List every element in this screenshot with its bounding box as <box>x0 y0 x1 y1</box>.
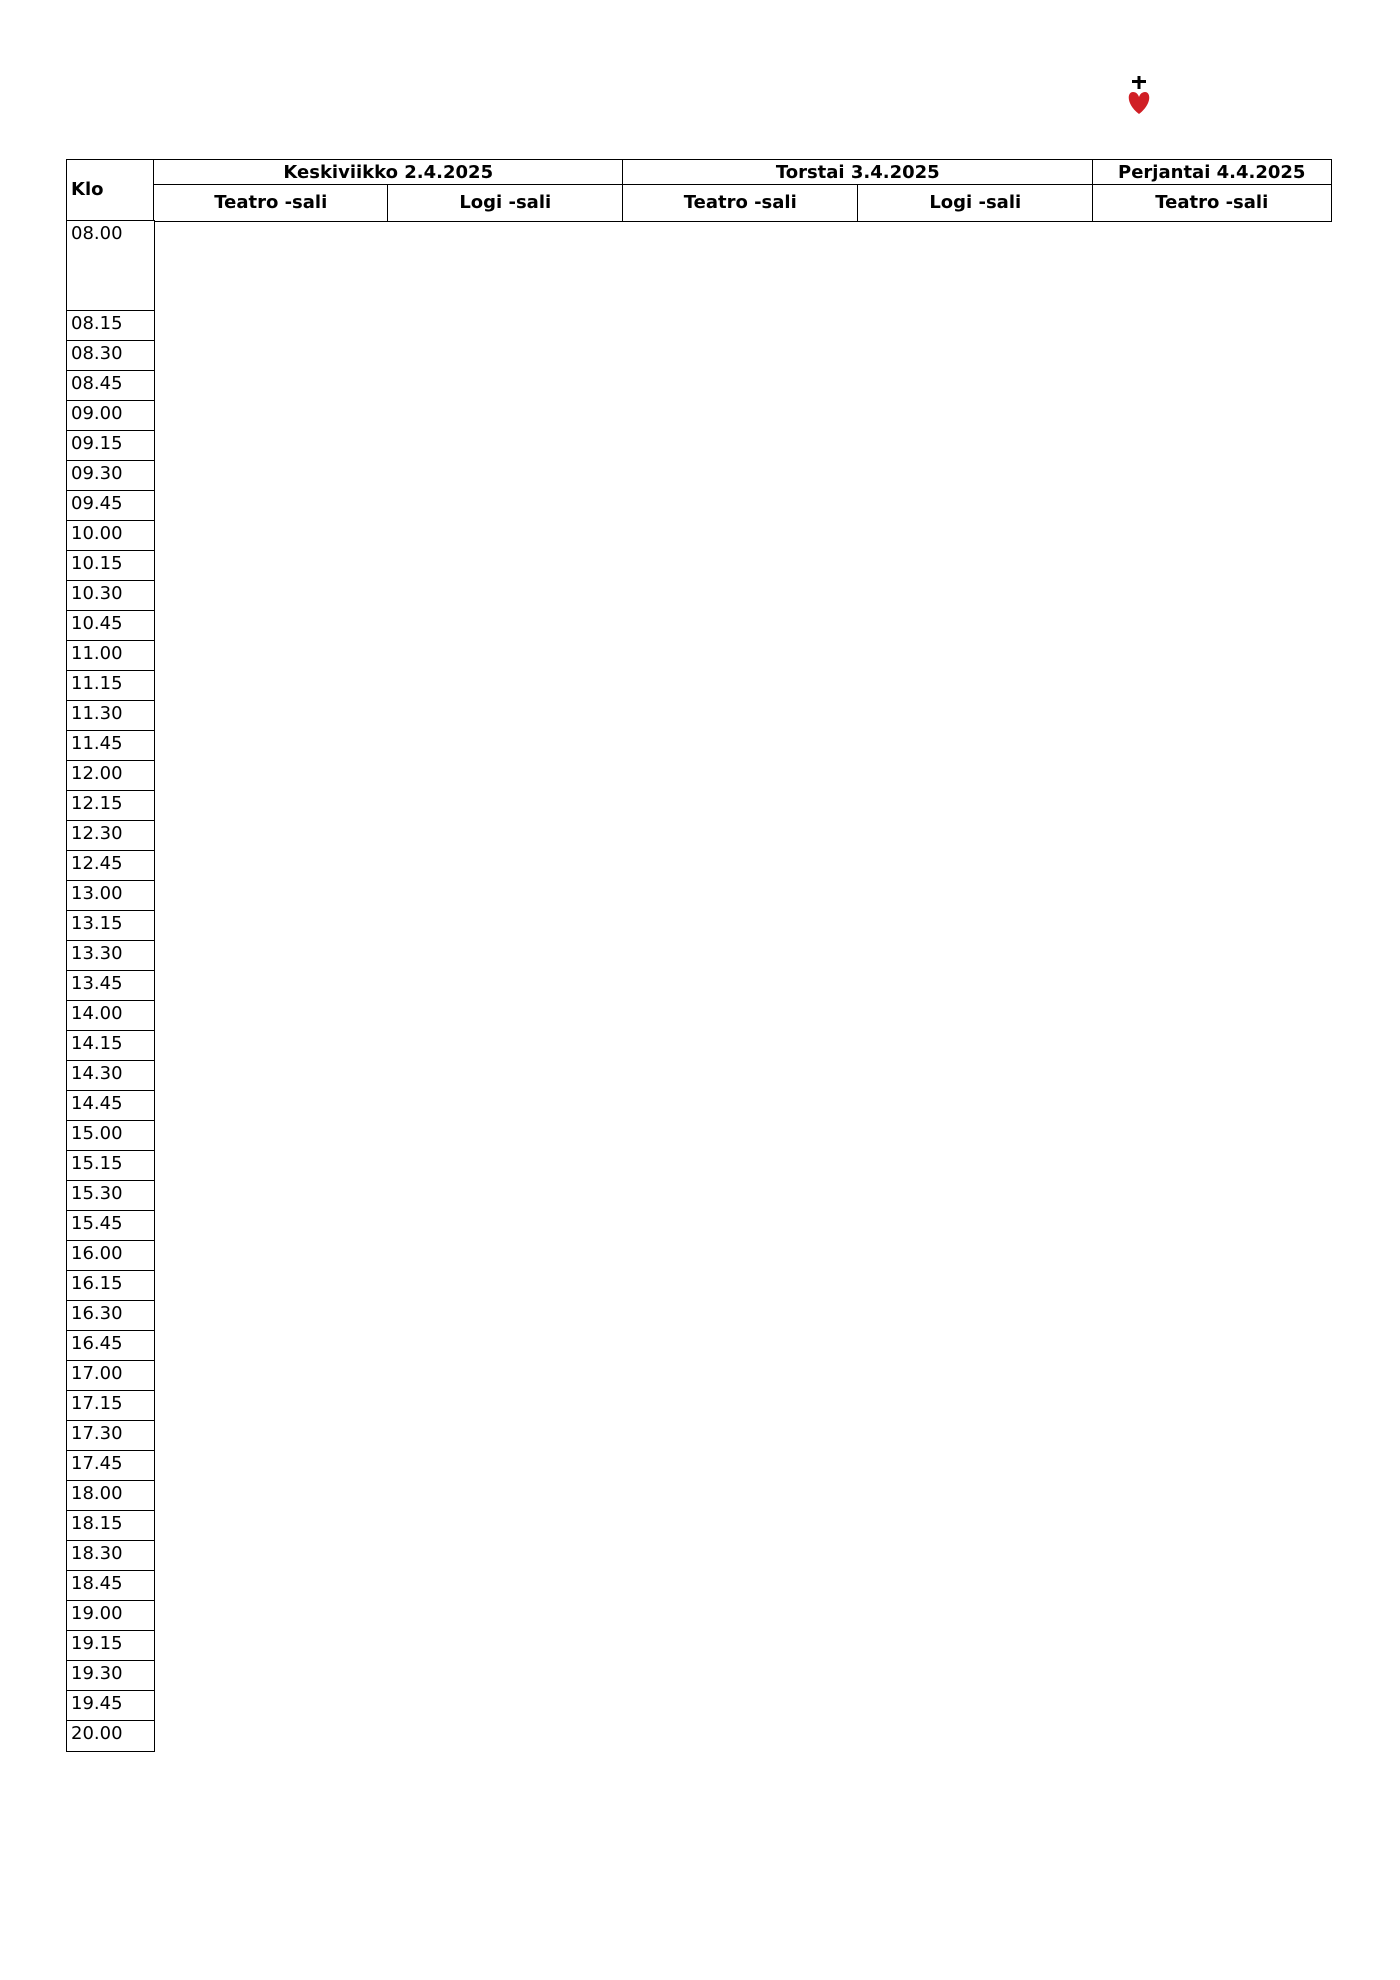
cell-text: 18.45 <box>71 1573 123 1594</box>
time-label <box>66 970 155 1002</box>
cell-text: 15.30 <box>71 1183 123 1204</box>
cell-text: 19.00 <box>71 1603 123 1624</box>
time-label <box>66 820 155 852</box>
time-label <box>66 1210 155 1242</box>
cell-text: 17.15 <box>71 1393 123 1414</box>
day-header <box>622 159 1094 186</box>
time-label <box>66 880 155 912</box>
time-label <box>66 1120 155 1152</box>
cell-text: 11.15 <box>71 673 123 694</box>
cell-text: 09.45 <box>71 493 123 514</box>
cell-text: 19.15 <box>71 1633 123 1654</box>
cell-text: 11.30 <box>71 703 123 724</box>
cell-text: 15.00 <box>71 1123 123 1144</box>
time-label <box>66 370 155 402</box>
cell-text: 08.45 <box>71 373 123 394</box>
cell-text: 17.45 <box>71 1453 123 1474</box>
room-header <box>153 184 389 222</box>
time-label <box>66 610 155 642</box>
time-label <box>66 1630 155 1662</box>
time-label <box>66 1150 155 1182</box>
cell-text: 14.45 <box>71 1093 123 1114</box>
time-label <box>66 1240 155 1272</box>
time-label <box>66 1030 155 1062</box>
cell-text: 09.30 <box>71 463 123 484</box>
cell-text: 13.30 <box>71 943 123 964</box>
cell-text: 16.00 <box>71 1243 123 1264</box>
cell-text: 14.00 <box>71 1003 123 1024</box>
time-label <box>66 1060 155 1092</box>
cell-text: 15.45 <box>71 1213 123 1234</box>
cell-text: 09.00 <box>71 403 123 424</box>
time-label <box>66 1300 155 1332</box>
room-header <box>387 184 624 222</box>
time-label <box>66 220 155 312</box>
time-label <box>66 640 155 672</box>
time-label <box>66 790 155 822</box>
time-label <box>66 1480 155 1512</box>
time-label <box>66 850 155 882</box>
time-label <box>66 700 155 732</box>
time-label <box>66 310 155 342</box>
day-header <box>153 159 624 186</box>
time-label <box>66 1540 155 1572</box>
time-label <box>66 1510 155 1542</box>
room-header <box>1092 184 1332 222</box>
cell-text: 17.00 <box>71 1363 123 1384</box>
time-label <box>66 1330 155 1362</box>
time-label <box>66 1660 155 1692</box>
cell-text: 19.30 <box>71 1663 123 1684</box>
time-label <box>66 550 155 582</box>
time-label <box>66 1450 155 1482</box>
cell-text: 15.15 <box>71 1153 123 1174</box>
cell-text: 10.15 <box>71 553 123 574</box>
cell-text: Logi -sali <box>929 192 1022 213</box>
cell-text: 10.45 <box>71 613 123 634</box>
time-label <box>66 340 155 372</box>
time-label <box>66 1180 155 1212</box>
time-label <box>66 430 155 462</box>
time-label <box>66 760 155 792</box>
time-label <box>66 940 155 972</box>
cell-text: 10.00 <box>71 523 123 544</box>
cell-text: 14.30 <box>71 1063 123 1084</box>
time-label <box>66 1420 155 1452</box>
time-label <box>66 1360 155 1392</box>
cell-text: 14.15 <box>71 1033 123 1054</box>
cell-text: 12.30 <box>71 823 123 844</box>
time-label <box>66 1600 155 1632</box>
time-label <box>66 1570 155 1602</box>
cell-text: 17.30 <box>71 1423 123 1444</box>
time-label <box>66 670 155 702</box>
time-column-header <box>66 159 155 222</box>
time-label <box>66 1270 155 1302</box>
cell-text: Perjantai 4.4.2025 <box>1118 161 1306 183</box>
cell-text: 16.45 <box>71 1333 123 1354</box>
cell-text: 08.15 <box>71 313 123 334</box>
cell-text: 12.00 <box>71 763 123 784</box>
cell-text: Teatro -sali <box>214 192 328 213</box>
cell-text: Keskiviikko 2.4.2025 <box>283 161 494 183</box>
time-label <box>66 730 155 762</box>
time-label <box>66 1000 155 1032</box>
cell-text: Torstai 3.4.2025 <box>775 161 940 183</box>
time-label <box>66 1090 155 1122</box>
time-label <box>66 1720 155 1752</box>
cell-text: 12.15 <box>71 793 123 814</box>
time-label <box>66 1690 155 1722</box>
cell-text: 19.45 <box>71 1693 123 1714</box>
cell-text: 12.45 <box>71 853 123 874</box>
cell-text: Klo <box>71 179 104 201</box>
cell-text: 13.00 <box>71 883 123 904</box>
time-label <box>66 490 155 522</box>
cell-text: 20.00 <box>71 1723 123 1744</box>
time-label <box>66 580 155 612</box>
cell-text: 10.30 <box>71 583 123 604</box>
room-header <box>857 184 1094 222</box>
cell-text: 16.30 <box>71 1303 123 1324</box>
cell-text: 08.30 <box>71 343 123 364</box>
cell-text: 18.15 <box>71 1513 123 1534</box>
time-label <box>66 1390 155 1422</box>
cell-text: 11.00 <box>71 643 123 664</box>
cell-text: 11.45 <box>71 733 123 754</box>
cell-text: Teatro -sali <box>1155 192 1269 213</box>
cell-text: 16.15 <box>71 1273 123 1294</box>
time-label <box>66 910 155 942</box>
cell-text: 13.45 <box>71 973 123 994</box>
time-label <box>66 400 155 432</box>
room-header <box>622 184 859 222</box>
cell-text: 18.00 <box>71 1483 123 1504</box>
cell-text: Teatro -sali <box>683 192 797 213</box>
time-label <box>66 460 155 492</box>
time-label <box>66 520 155 552</box>
cell-text: Logi -sali <box>459 192 552 213</box>
cell-text: 13.15 <box>71 913 123 934</box>
day-header <box>1092 159 1332 186</box>
cell-text: 08.00 <box>71 223 123 244</box>
cell-text: 18.30 <box>71 1543 123 1564</box>
cell-text: 09.15 <box>71 433 123 454</box>
